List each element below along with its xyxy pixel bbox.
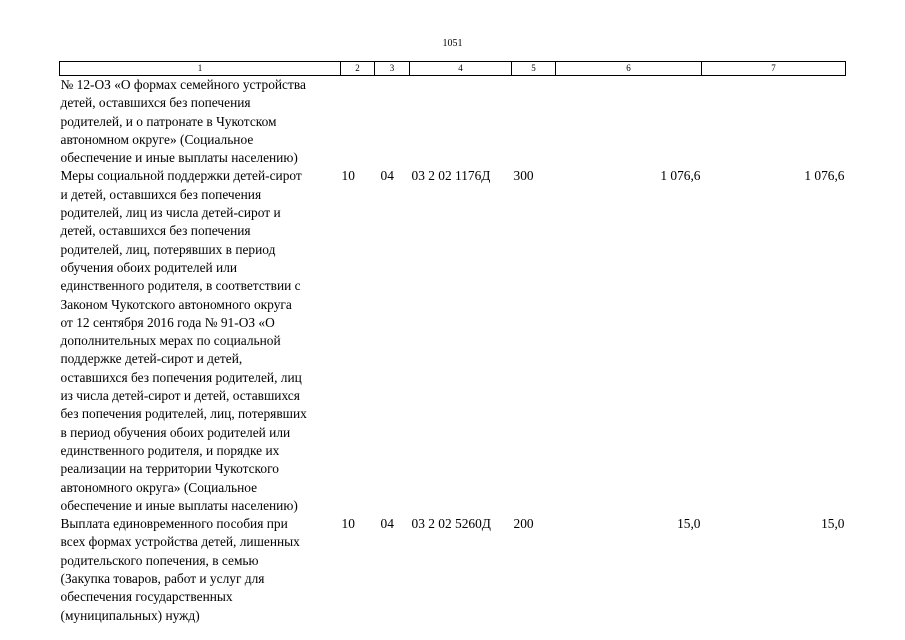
column-number-header: 6 <box>556 62 702 76</box>
section-code <box>341 76 375 168</box>
table-row <box>60 515 846 625</box>
amount-year-2: 1 076,6 <box>804 168 845 184</box>
amount-year-1: 1 076,6 <box>660 168 701 184</box>
expense-type-code <box>512 76 556 168</box>
description-line: единственного родителя, в соответствии с <box>60 278 301 294</box>
description-line: обеспечения государственных <box>60 589 233 605</box>
description-line: родительского попечения, в семью <box>60 552 259 568</box>
description-line: Законом Чукотского автономного округа <box>60 296 292 312</box>
description-line: (муниципальных) нужд) <box>60 607 200 623</box>
column-number-header: 2 <box>341 62 375 76</box>
description-line: в период обучения обоих родителей или <box>60 424 291 440</box>
description-line: Меры социальной поддержки детей-сирот <box>60 168 302 184</box>
subsection-code: 04 <box>380 516 394 532</box>
description-line: от 12 сентября 2016 года № 91-ОЗ «О <box>60 314 275 330</box>
description-line: Выплата единовременного пособия при <box>60 516 288 532</box>
description-line: и детей, оставшихся без попечения <box>60 186 262 202</box>
target-article-code: 03 2 02 1176Д <box>411 168 491 184</box>
description-line: автономного округа» (Социальное <box>60 479 258 495</box>
description-line: без попечения родителей, лиц, потерявших <box>60 406 307 422</box>
column-number-header: 7 <box>702 62 846 76</box>
description-line: родителей, и о патронате в Чукотском <box>60 113 277 129</box>
description-line: поддержке детей-сирот и детей, <box>60 351 243 367</box>
description-line: автономном округе» (Социальное <box>60 131 254 147</box>
column-number-header: 4 <box>410 62 512 76</box>
subsection-code: 04 <box>380 168 394 184</box>
expense-type-code: 300 <box>513 168 534 184</box>
target-article-code <box>410 76 512 168</box>
description-line: родителей, лиц из числа детей-сирот и <box>60 205 281 221</box>
description-line: обеспечение и иные выплаты населению) <box>60 150 298 166</box>
table-row <box>60 167 846 515</box>
column-number-header: 5 <box>512 62 556 76</box>
row-description <box>60 515 341 625</box>
section-code: 10 <box>341 516 355 532</box>
description-line: обеспечение и иные выплаты населению) <box>60 497 298 513</box>
table-row <box>60 76 846 168</box>
description-line: детей, оставшихся без попечения <box>60 95 251 111</box>
subsection-code <box>375 76 410 168</box>
column-number-row <box>60 62 846 76</box>
section-code: 10 <box>341 168 355 184</box>
row-description <box>60 167 341 515</box>
page-number: 1051 <box>442 38 463 49</box>
description-line: дополнительных мерах по социальной <box>60 333 281 349</box>
amount-year-2: 15,0 <box>821 516 845 532</box>
description-line: реализации на территории Чукотского <box>60 461 279 477</box>
description-line: оставшихся без попечения родителей, лиц <box>60 369 302 385</box>
column-number-header: 3 <box>375 62 410 76</box>
column-number-header: 1 <box>60 62 341 76</box>
description-line: обучения обоих родителей или <box>60 259 238 275</box>
description-line: детей, оставшихся без попечения <box>60 223 251 239</box>
expense-type-code: 200 <box>513 516 534 532</box>
description-line: из числа детей-сирот и детей, оставшихся <box>60 388 300 404</box>
description-line: единственного родителя, и порядке их <box>60 442 280 458</box>
amount-year-1 <box>556 76 702 168</box>
description-line: родителей, лиц, потерявших в период <box>60 241 276 257</box>
budget-table <box>59 61 846 625</box>
description-line: № 12-ОЗ «О формах семейного устройства <box>60 77 306 92</box>
target-article-code: 03 2 02 5260Д <box>411 516 491 532</box>
row-description <box>60 76 341 168</box>
description-line: (Закупка товаров, работ и услуг для <box>60 571 265 587</box>
amount-year-2 <box>702 76 846 168</box>
description-line: всех формах устройства детей, лишенных <box>60 534 300 550</box>
amount-year-1: 15,0 <box>677 516 701 532</box>
